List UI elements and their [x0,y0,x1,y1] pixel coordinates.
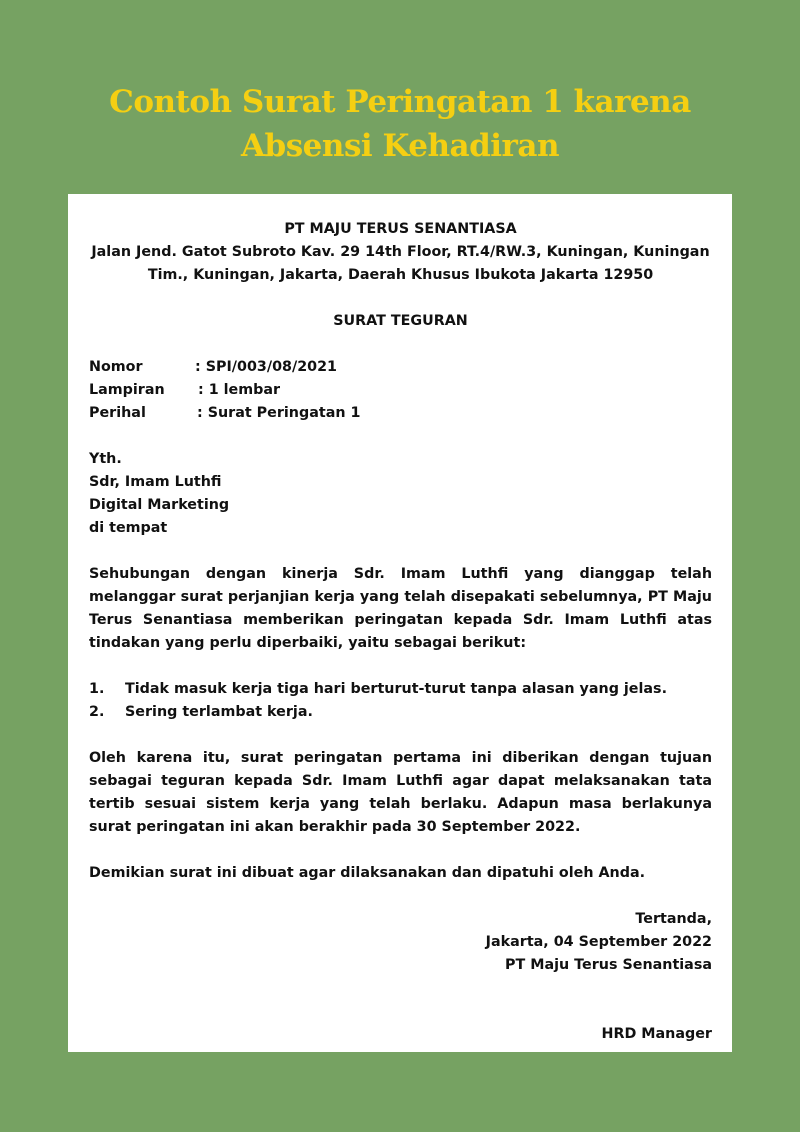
list-item [89,701,712,724]
recipient-line: Yth. [89,451,122,467]
recipient-line: Digital Marketing [89,497,230,513]
meta-value: : Surat Peringatan 1 [197,405,361,421]
sign-company: PT Maju Terus Senantiasa [505,957,712,973]
letter-content [89,218,712,1046]
list-number: 2. [89,704,105,720]
meta-row-lampiran [89,379,712,402]
list-text: Sering terlambat kerja. [125,704,313,720]
meta-label: Perihal [89,405,146,421]
meta-label: Nomor [89,359,143,375]
meta-label: Lampiran [89,382,165,398]
recipient-line: Sdr, Imam Luthfi [89,474,222,490]
list-text: Tidak masuk kerja tiga hari berturut-turut tanpa alasan yang jelas. [125,681,667,697]
meta-value: : 1 lembar [198,382,281,398]
company-name: PT MAJU TERUS SENANTIASA [284,221,517,237]
sign-greeting: Tertanda, [635,911,712,927]
company-address-line2: Tim., Kuningan, Jakarta, Daerah Khusus Ibukota Jakarta 12950 [147,267,654,283]
body-paragraph-2: Oleh karena itu, surat peringatan pertama ini diberikan dengan tujuan sebagai teguran kepada Sdr. Imam Luthfi agar dapat melaksanakan tata tertib sesuai sistem kerja yang telah berlaku. Adapun masa berlakunya surat peringatan ini akan berakhir pada 30 September 2022. [89,750,712,835]
closing-paragraph: Demikian surat ini dibuat agar dilaksanakan dan dipatuhi oleh Anda. [89,865,646,881]
company-address-line1: Jalan Jend. Gatot Subroto Kav. 29 14th Floor, RT.4/RW.3, Kuningan, Kuningan [91,244,710,260]
subject-heading: SURAT TEGURAN [333,313,468,329]
signature-block [89,908,712,1046]
recipient-block [89,448,712,540]
recipient-line: di tempat [89,520,168,536]
list-item [89,678,712,701]
page-title [0,80,800,168]
body-paragraph-1: Sehubungan dengan kinerja Sdr. Imam Luthfi yang dianggap telah melanggar surat perjanjian kerja yang telah disepakati sebelumnya, PT Maju Terus Senantiasa memberikan peringatan kepada Sdr. Imam Luthfi atas tindakan yang perlu diperbaiki, yaitu sebagai berikut: [89,566,712,651]
violation-list [89,678,712,724]
meta-value: : SPI/003/08/2021 [195,359,337,375]
meta-row-perihal [89,402,712,425]
page-title-line2: Absensi Kehadiran [241,128,559,164]
sign-title: HRD Manager [601,1026,712,1042]
letter-paper [68,194,732,1052]
sign-place-date: Jakarta, 04 September 2022 [485,934,712,950]
list-number: 1. [89,681,105,697]
meta-row-nomor [89,356,712,379]
page-title-line1: Contoh Surat Peringatan 1 karena [109,84,691,120]
letter-meta [89,356,712,425]
